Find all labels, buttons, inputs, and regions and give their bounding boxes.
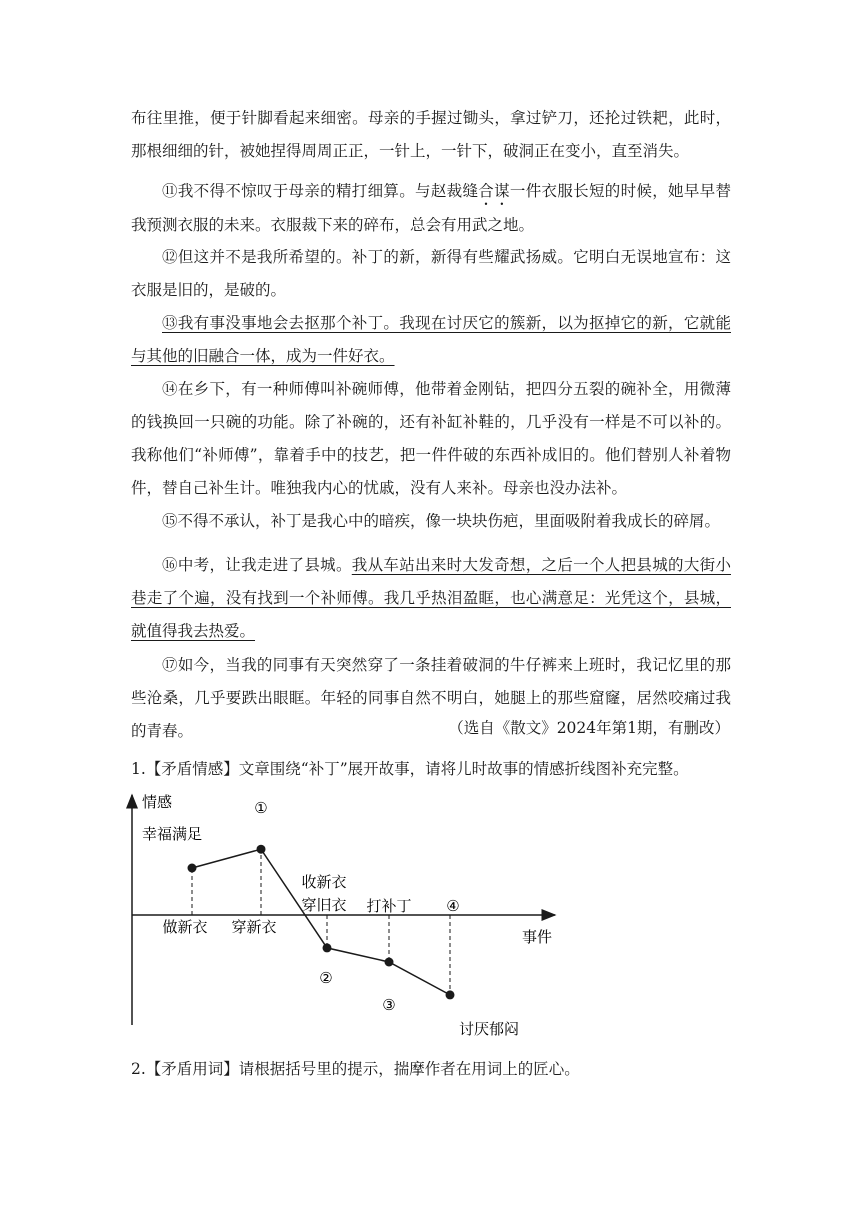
paragraph-13 [131, 307, 731, 373]
paragraph-12: ⑫但这并不是我所希望的。补丁的新，新得有些耀武扬威。它明白无误地宣布：这衣服是旧的，是破的。 [131, 248, 731, 299]
paragraph-11-part-c: 一件衣服长短的时候，她早早替我预测衣服的未来。衣服裁下来的碎布，总会有用武之地。 [131, 182, 731, 234]
paragraph-16-part-a: ⑯中考，让我走进了县城。 [162, 556, 352, 574]
paragraph-13-underlined: ⑬我有事没事地会去抠那个补丁。我现在讨厌它的簇新，以为抠掉它的新，它就能与其他的旧融合一体，成为一件好衣。 [131, 314, 731, 365]
tick-label: 收新衣 [301, 873, 347, 891]
point-label: 幸福满足 [142, 825, 203, 843]
emotion-line-chart [0, 785, 860, 1045]
data-point [446, 990, 455, 999]
data-point [323, 943, 332, 952]
tick-label: 做新衣 [162, 918, 208, 936]
x-axis-label: 事件 [522, 928, 553, 946]
paragraph-14: ⑭在乡下，有一种师傅叫补碗师傅，他带着金刚钻，把四分五裂的碗补全，用微薄的钱换回一只碗的功能。除了补碗的，还有补缸补鞋的，几乎没有一样是不可以补的。我称他们“补师傅”，靠着手中的技艺，把一件件破的东西补成旧的。他们替别人补着物件，替自己补生计。唯独我内心的忧戚，没有人来补。母亲也没办法补。 [131, 380, 731, 497]
question-1: 1.【矛盾情感】文章围绕“补丁”展开故事，请将儿时故事的情感折线图补充完整。 [131, 760, 689, 778]
point-label: ② [319, 969, 333, 987]
data-point [385, 958, 394, 967]
tick-label: 打补丁 [366, 897, 412, 915]
point-label: ① [254, 799, 268, 817]
paragraph-intro: 布往里推，便于针脚看起来细密。母亲的手握过锄头，拿过铲刀，还抡过铁耙，此时，那根细细的针，被她捏得周周正正，一针上，一针下，破洞正在变小，直至消失。 [131, 109, 731, 160]
paragraph-11-part-a: ⑪我不得不惊叹于母亲的精打细算。与赵裁缝 [162, 182, 479, 200]
paragraph-16-underlined: 我从车站出来时大发奇想，之后一个人把县城的大街小巷走了个遍，没有找到一个补师傅。我几乎热泪盈眶，也心满意足：光凭这个，县城，就值得我去热爱。 [131, 556, 731, 640]
tick-label: ④ [446, 897, 460, 915]
point-label: 讨厌郁闷 [459, 1020, 520, 1038]
y-axis-label: 情感 [142, 793, 173, 811]
paragraph-16 [131, 549, 731, 648]
data-point [188, 864, 197, 873]
point-label: ③ [382, 996, 396, 1014]
source-citation: （选自《散文》2024年第1期，有删改） [448, 719, 730, 737]
tick-label: 穿新衣 [231, 918, 277, 936]
paragraph-11 [131, 175, 731, 242]
tick-label: 穿旧衣 [301, 896, 347, 914]
emphasized-word-hemou: 合谋 [478, 182, 510, 200]
data-point [257, 845, 266, 854]
question-2: 2.【矛盾用词】请根据括号里的提示，揣摩作者在用词上的匠心。 [131, 1060, 580, 1078]
paragraph-15: ⑮不得不承认，补丁是我心中的暗疾，像一块块伤疤，里面吸附着我成长的碎屑。 [162, 512, 721, 530]
paragraph-17: ⑰如今，当我的同事有天突然穿了一条挂着破洞的牛仔裤来上班时，我记忆里的那些沧桑，几乎要跌出眼眶。年轻的同事自然不明白，她腿上的那些窟窿，居然咬痛过我的青春。 [131, 656, 731, 740]
